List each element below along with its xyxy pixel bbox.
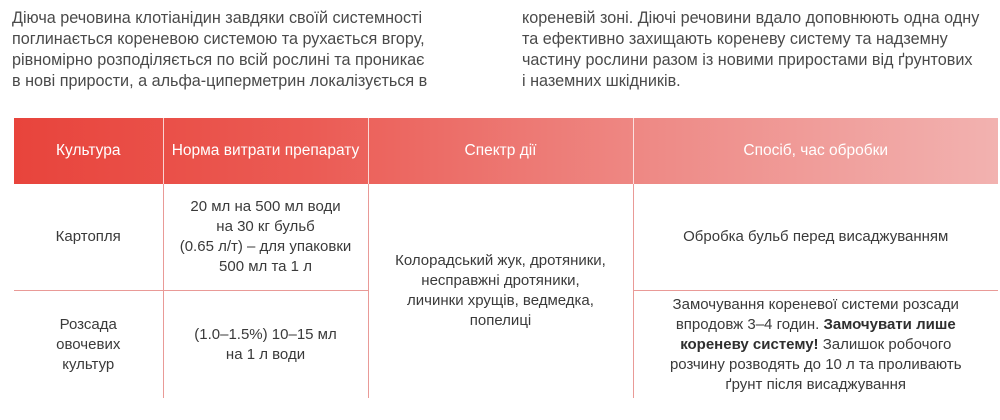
rate-line: на 30 кг бульб [216, 218, 315, 235]
rate-line: 20 мл на 500 мл води [190, 198, 341, 215]
method-line: ґрунт після висаджування [725, 375, 907, 393]
spectrum-line: несправжні дротяники, [421, 272, 580, 289]
header-spectrum: Спектр дії [368, 118, 633, 184]
method-line: впродовж 3–4 годин. Замочувати лише [675, 315, 956, 333]
intro-left-column [12, 8, 490, 92]
intro-line: поглинається кореневою системою та рухається вгору, [12, 30, 425, 48]
crop-cell: Картопля [14, 184, 163, 291]
crop-cell [14, 291, 163, 399]
table-header [14, 118, 998, 184]
intro-line: і наземних шкідників. [522, 72, 681, 90]
intro-right-column [522, 8, 998, 92]
rate-cell [163, 184, 368, 291]
intro-line: рівномірно розподіляється по всій рослині та проникає [12, 51, 425, 69]
spectrum-line: попелиці [469, 312, 532, 329]
method-emphasis: кореневу систему! [680, 335, 819, 353]
method-line: розчину розводять до 10 л та проливають [669, 355, 962, 373]
method-cell [633, 291, 998, 399]
crop-line: Розсада [59, 315, 117, 333]
rate-line: (1.0–1.5%) 10–15 мл [194, 325, 337, 343]
table-row [14, 184, 998, 291]
intro-line: Діюча речовина клотіанідин завдяки своїй системності [12, 9, 423, 27]
rate-line: (0.65 л/т) – для упаковки [179, 238, 352, 255]
intro-line: в нові прирости, а альфа-циперметрин локалізується в [12, 72, 428, 90]
spectrum-line: Колорадський жук, дротяники, [395, 252, 606, 269]
rate-line: 500 мл та 1 л [219, 258, 312, 275]
rate-cell [163, 291, 368, 399]
spectrum-cell [368, 184, 633, 398]
crop-line: культур [62, 355, 115, 373]
method-cell: Обробка бульб перед висаджуванням [633, 184, 998, 291]
crop-line: овочевих [56, 335, 121, 353]
header-method: Спосіб, час обробки [743, 142, 889, 159]
method-emphasis: Замочувати лише [823, 315, 956, 333]
header-crop: Культура [14, 118, 163, 184]
method-line: кореневу систему! Залишок робочого [680, 335, 952, 353]
spectrum-line: личинки хрущів, ведмедка, [407, 292, 594, 309]
method-line: Замочування кореневої системи розсади [672, 295, 959, 313]
rate-line: на 1 л води [225, 345, 306, 363]
intro-line: та ефективно захищають кореневу систему та надземну [522, 30, 948, 48]
intro-line: кореневій зоні. Діючі речовини вдало доповнюють одна одну [522, 9, 980, 27]
header-rate: Норма витрати препарату [163, 118, 368, 184]
application-table [14, 118, 998, 398]
header-row [14, 118, 998, 184]
intro-line: частину рослини разом із новими приростами від ґрунтових [522, 51, 973, 69]
